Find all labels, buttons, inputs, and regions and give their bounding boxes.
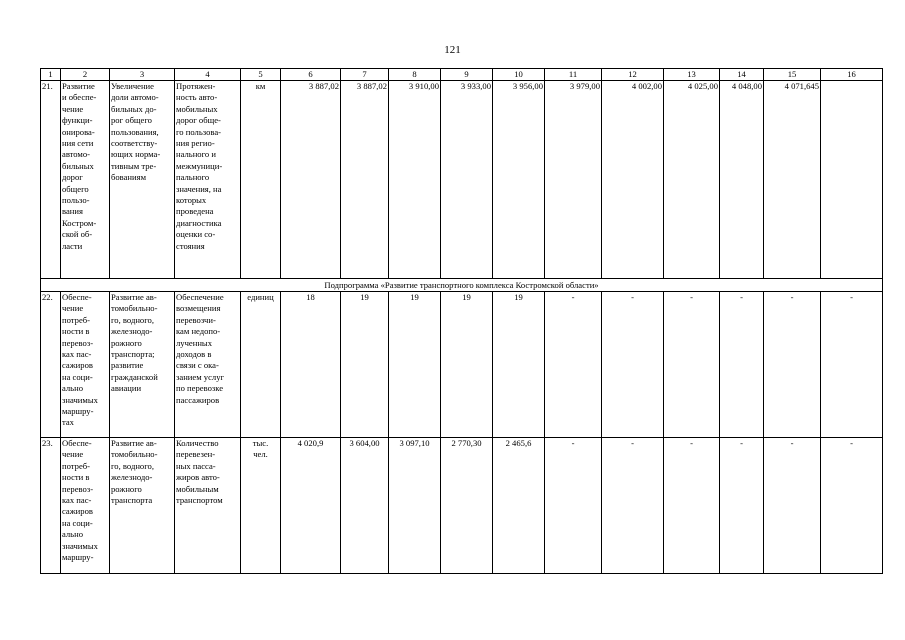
value-cell: - [664, 292, 720, 438]
value-cell: 19 [341, 292, 389, 438]
column-header: 12 [602, 69, 664, 81]
value-cell: - [545, 292, 602, 438]
value-cell: 3 097,10 [389, 438, 441, 574]
value-cell: 3 910,00 [389, 81, 441, 279]
column-header: 15 [764, 69, 821, 81]
row-number: 22. [41, 292, 61, 438]
value-cell: 2 770,30 [441, 438, 493, 574]
value-cell: 3 933,00 [441, 81, 493, 279]
value-cell: - [720, 438, 764, 574]
subprogram-row [41, 279, 883, 292]
value-cell: 19 [441, 292, 493, 438]
value-cell [821, 81, 883, 279]
column-header: 8 [389, 69, 441, 81]
value-cell: 3 604,00 [341, 438, 389, 574]
value-cell: 4 020,9 [281, 438, 341, 574]
value-cell: 3 887,02 [341, 81, 389, 279]
column-header: 4 [175, 69, 241, 81]
indicator-cell: Количество перевезен- ных пасса- жиров авто- мобильным транспортом [175, 438, 241, 574]
task-cell: Увеличение доли автомо- бильных до- рог общего пользования, соответству- ющих норма- тивным тре- бованиям [110, 81, 175, 279]
value-cell: - [664, 438, 720, 574]
value-cell: 4 071,645 [764, 81, 821, 279]
column-header: 7 [341, 69, 389, 81]
column-header: 16 [821, 69, 883, 81]
value-cell: 18 [281, 292, 341, 438]
page-number: 121 [444, 44, 461, 56]
column-header: 9 [441, 69, 493, 81]
value-cell: - [602, 438, 664, 574]
value-cell: - [821, 292, 883, 438]
column-header: 11 [545, 69, 602, 81]
value-cell: - [720, 292, 764, 438]
value-cell: - [821, 438, 883, 574]
value-cell: - [764, 292, 821, 438]
column-header: 1 [41, 69, 61, 81]
column-number-row [41, 69, 883, 81]
task-cell: Развитие ав- томобильно- го, водного, железнодо- рожного транспорта [110, 438, 175, 574]
column-header: 10 [493, 69, 545, 81]
value-cell: - [602, 292, 664, 438]
row-number: 23. [41, 438, 61, 574]
goal-cell: Обеспе- чение потреб- ности в перевоз- ках пас- сажиров на соци- ально значимых маршру- тах [61, 292, 110, 438]
table-row [41, 292, 883, 438]
unit-cell: единиц [241, 292, 281, 438]
column-header: 5 [241, 69, 281, 81]
row-number: 21. [41, 81, 61, 279]
value-cell: 3 887,02 [281, 81, 341, 279]
value-cell: 4 025,00 [664, 81, 720, 279]
column-header: 2 [61, 69, 110, 81]
value-cell: 19 [493, 292, 545, 438]
value-cell: - [545, 438, 602, 574]
table-row [41, 438, 883, 574]
value-cell: 4 048,00 [720, 81, 764, 279]
column-header: 14 [720, 69, 764, 81]
unit-cell: км [241, 81, 281, 279]
value-cell: 3 979,00 [545, 81, 602, 279]
value-cell: 3 956,00 [493, 81, 545, 279]
value-cell: 4 002,00 [602, 81, 664, 279]
table-row [41, 81, 883, 279]
column-header: 13 [664, 69, 720, 81]
goal-cell: Развитие и обеспе- чение функци- онирова- ния сети автомо- бильных дорог общего пользо- вания Костром- ской об- ласти [61, 81, 110, 279]
value-cell: - [764, 438, 821, 574]
indicator-cell: Обеспечение возмещения перевозчи- кам недопо- лученных доходов в связи с ока- занием услуг по перевозке пассажиров [175, 292, 241, 438]
column-header: 3 [110, 69, 175, 81]
subprogram-title: Подпрограмма «Развитие транспортного комплекса Костромской области» [41, 279, 883, 292]
column-header: 6 [281, 69, 341, 81]
task-cell: Развитие ав- томобильно- го, водного, железнодо- рожного транспорта; развитие гражданской авиации [110, 292, 175, 438]
value-cell: 2 465,6 [493, 438, 545, 574]
goal-cell: Обеспе- чение потреб- ности в перевоз- ках пас- сажиров на соци- ально значимых маршру- [61, 438, 110, 574]
indicators-table [40, 68, 883, 574]
value-cell: 19 [389, 292, 441, 438]
indicator-cell: Протяжен- ность авто- мобильных дорог обще- го пользова- ния регио- нального и межмуници- пального значения, на которых проведена диагностика оценки со- стояния [175, 81, 241, 279]
unit-cell: тыс. чел. [241, 438, 281, 574]
